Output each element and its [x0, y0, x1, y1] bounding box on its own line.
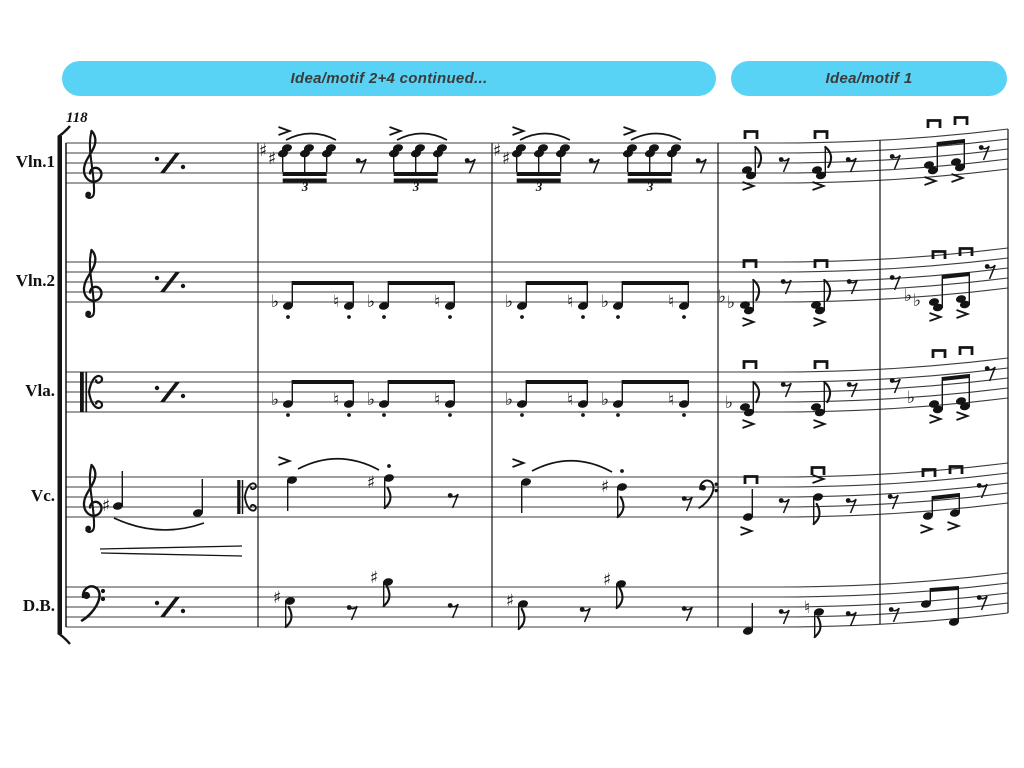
bow — [960, 348, 972, 356]
note — [615, 579, 627, 608]
clef-treble-icon — [84, 465, 101, 532]
note — [742, 603, 754, 636]
dot — [382, 315, 386, 319]
slur — [520, 134, 570, 141]
tup3 — [535, 179, 543, 194]
bow — [815, 261, 827, 269]
clef-bass-icon — [699, 480, 717, 507]
chord — [644, 143, 660, 172]
svg-text:♭: ♭ — [366, 390, 376, 410]
measure-number: 118 — [66, 110, 88, 126]
accent — [743, 420, 754, 428]
beam — [526, 281, 587, 285]
rest8 — [589, 158, 599, 173]
rest8 — [682, 606, 692, 621]
note — [378, 380, 390, 409]
accent — [921, 525, 932, 533]
slur — [397, 134, 447, 141]
acc — [333, 292, 339, 312]
chord — [622, 143, 638, 172]
beam — [622, 281, 688, 285]
acc — [259, 141, 267, 161]
bow — [950, 467, 962, 475]
acc — [502, 149, 510, 169]
acc — [434, 292, 440, 312]
svg-text:♭: ♭ — [717, 287, 727, 307]
chord — [388, 143, 404, 172]
note — [343, 380, 355, 409]
dot — [347, 413, 351, 417]
line — [101, 553, 242, 556]
dot — [616, 413, 620, 417]
svg-text:♯: ♯ — [101, 496, 111, 516]
bow — [812, 468, 824, 476]
note — [948, 586, 960, 627]
dot — [286, 413, 290, 417]
svg-text:♮: ♮ — [566, 390, 574, 410]
svg-text:♯: ♯ — [267, 149, 277, 169]
svg-text:3: 3 — [535, 179, 543, 194]
note — [516, 281, 528, 311]
acc — [271, 390, 279, 410]
acc — [367, 473, 375, 493]
accent — [624, 127, 635, 135]
svg-text:♮: ♮ — [332, 292, 340, 312]
note — [382, 577, 394, 606]
svg-text:♭: ♭ — [270, 292, 280, 312]
svg-text:♯: ♯ — [602, 570, 612, 590]
note — [284, 596, 296, 627]
svg-text:♭: ♭ — [903, 286, 913, 306]
chord — [511, 143, 527, 172]
note — [192, 479, 204, 518]
accent — [948, 522, 959, 530]
svg-text:♯: ♯ — [501, 149, 511, 169]
acc — [668, 390, 674, 410]
svg-text:♯: ♯ — [492, 141, 502, 161]
acc — [505, 292, 513, 312]
rest8 — [985, 264, 995, 279]
svg-text:♭: ♭ — [366, 292, 376, 312]
note — [616, 482, 628, 517]
acc — [603, 570, 611, 590]
chord — [299, 143, 315, 172]
svg-text:♮: ♮ — [433, 292, 441, 312]
chord — [739, 280, 759, 315]
rest8 — [356, 158, 366, 173]
dot — [387, 464, 391, 468]
beam — [930, 586, 958, 592]
acc — [601, 477, 609, 497]
note — [812, 492, 824, 524]
svg-text:♮: ♮ — [667, 390, 675, 410]
dot — [520, 315, 524, 319]
svg-text:♭: ♭ — [504, 292, 514, 312]
acc — [567, 292, 573, 312]
staff-label-vln1: Vln.1 — [15, 152, 55, 171]
note — [516, 380, 528, 409]
rest8 — [846, 611, 856, 626]
clef-treble-icon — [84, 131, 101, 198]
svg-text:♯: ♯ — [600, 477, 610, 497]
rest8 — [977, 595, 987, 610]
acc — [268, 149, 276, 169]
rest8 — [580, 607, 590, 622]
note — [517, 599, 529, 629]
dot — [682, 315, 686, 319]
rest8 — [889, 607, 899, 622]
acc — [271, 292, 279, 312]
chord — [321, 143, 337, 172]
acc — [601, 390, 609, 410]
acc — [907, 388, 915, 408]
chord — [666, 143, 682, 172]
accent — [930, 415, 941, 423]
note — [742, 489, 754, 522]
rest8 — [682, 496, 692, 511]
rest8 — [779, 157, 789, 172]
chord — [555, 143, 571, 172]
svg-text:♯: ♯ — [366, 473, 376, 493]
acc — [506, 591, 514, 611]
bow — [745, 477, 757, 485]
rest8 — [888, 494, 898, 509]
note — [444, 380, 456, 409]
accent — [513, 127, 524, 135]
banner-label: Idea/motif 2+4 continued... — [290, 70, 488, 87]
svg-text:♭: ♭ — [270, 390, 280, 410]
note — [813, 607, 825, 637]
chord — [955, 272, 971, 309]
dot — [620, 469, 624, 473]
beam — [942, 272, 969, 279]
svg-text:♯: ♯ — [505, 591, 515, 611]
accent — [279, 457, 290, 465]
tup3 — [412, 179, 420, 194]
accent — [814, 420, 825, 428]
svg-text:3: 3 — [646, 179, 654, 194]
chord — [810, 280, 830, 315]
rest8 — [465, 158, 475, 173]
svg-text:♭: ♭ — [600, 390, 610, 410]
acc — [333, 390, 339, 410]
note — [282, 281, 294, 311]
rest8 — [696, 158, 706, 173]
svg-text:♮: ♮ — [667, 292, 675, 312]
dot — [581, 315, 585, 319]
note — [343, 281, 355, 311]
beam — [526, 380, 587, 384]
note — [678, 281, 690, 311]
line — [100, 546, 242, 549]
bow — [815, 362, 827, 370]
acc — [367, 292, 375, 312]
acc — [493, 141, 501, 161]
bow — [923, 470, 935, 478]
beam — [292, 380, 353, 384]
rest8 — [890, 378, 900, 393]
acc — [505, 390, 513, 410]
chord — [741, 147, 761, 180]
accent — [513, 459, 524, 467]
acc — [718, 287, 726, 307]
accent — [743, 318, 754, 326]
slur — [532, 461, 612, 472]
svg-text:♭: ♭ — [906, 388, 916, 408]
tup3 — [301, 179, 309, 194]
staff-label-vla: Vla. — [25, 381, 55, 400]
chord — [277, 143, 293, 172]
beam — [388, 380, 454, 384]
banner-label: Idea/motif 1 — [825, 70, 913, 87]
svg-text:♯: ♯ — [258, 141, 268, 161]
dot — [520, 413, 524, 417]
chord — [533, 143, 549, 172]
staff-label-vc: Vc. — [30, 486, 55, 505]
dot — [581, 413, 585, 417]
acc — [725, 393, 733, 413]
acc — [727, 293, 735, 313]
acc — [913, 291, 921, 311]
svg-text:♯: ♯ — [369, 568, 379, 588]
dot — [382, 413, 386, 417]
dot — [347, 315, 351, 319]
rest8 — [846, 157, 856, 172]
rest8 — [890, 154, 900, 169]
note — [286, 475, 298, 511]
beam — [622, 380, 688, 384]
dot — [286, 315, 290, 319]
accent — [952, 174, 963, 182]
dot — [682, 413, 686, 417]
note — [444, 281, 456, 311]
chord — [432, 143, 448, 172]
note — [520, 477, 532, 513]
note — [378, 281, 390, 311]
acc — [370, 568, 378, 588]
acc — [567, 390, 573, 410]
acc — [601, 292, 609, 312]
rest8 — [781, 382, 791, 397]
system-bracket — [58, 126, 71, 644]
acc — [804, 598, 810, 618]
rest8 — [779, 498, 789, 513]
svg-text:♭: ♭ — [912, 291, 922, 311]
accent — [957, 310, 968, 318]
svg-text:♭: ♭ — [600, 292, 610, 312]
chord — [928, 275, 944, 312]
bow — [745, 132, 757, 140]
dot — [448, 413, 452, 417]
slur — [286, 134, 336, 141]
accent — [741, 527, 752, 535]
note — [678, 380, 690, 409]
dot — [448, 315, 452, 319]
note — [577, 380, 589, 409]
accent — [925, 177, 936, 185]
bow — [744, 261, 756, 269]
barlines — [66, 129, 1008, 627]
clef-treble-icon — [84, 250, 101, 317]
svg-text:♭: ♭ — [504, 390, 514, 410]
slur — [631, 134, 681, 141]
staff-lines — [66, 129, 1008, 627]
note — [383, 473, 395, 508]
svg-text:♭: ♭ — [724, 393, 734, 413]
bow — [933, 351, 945, 359]
acc — [273, 588, 281, 608]
tup3 — [646, 179, 654, 194]
acc — [434, 390, 440, 410]
svg-text:♮: ♮ — [566, 292, 574, 312]
staff-label-vln2: Vln.2 — [15, 271, 55, 290]
accent — [813, 182, 824, 190]
accent — [814, 318, 825, 326]
staff-label-db: D.B. — [22, 596, 55, 615]
note — [922, 496, 934, 521]
rest8 — [847, 382, 857, 397]
svg-text:3: 3 — [412, 179, 420, 194]
svg-text:♮: ♮ — [332, 390, 340, 410]
note — [612, 380, 624, 409]
rest8 — [985, 366, 995, 381]
svg-text:♭: ♭ — [726, 293, 736, 313]
dot — [616, 315, 620, 319]
accent — [279, 127, 290, 135]
acc — [668, 292, 674, 312]
bow — [955, 118, 967, 126]
bow — [744, 362, 756, 370]
accent — [957, 412, 968, 420]
acc — [367, 390, 375, 410]
accent — [930, 313, 941, 321]
rest8 — [847, 279, 857, 294]
beam — [388, 281, 454, 285]
bow — [815, 132, 827, 140]
acc — [102, 496, 110, 516]
beam — [292, 281, 353, 285]
rest8 — [448, 603, 458, 618]
rest8 — [448, 493, 458, 508]
svg-text:♮: ♮ — [433, 390, 441, 410]
slur — [114, 518, 204, 530]
svg-text:♯: ♯ — [272, 588, 282, 608]
svg-text:3: 3 — [301, 179, 309, 194]
svg-text:♮: ♮ — [803, 598, 811, 618]
acc — [904, 286, 912, 306]
clef-bass-icon — [82, 586, 105, 620]
note — [612, 281, 624, 311]
bow — [928, 121, 940, 129]
chord — [410, 143, 426, 172]
slur — [298, 459, 379, 470]
note — [577, 281, 589, 311]
accent — [390, 127, 401, 135]
note — [282, 380, 294, 409]
